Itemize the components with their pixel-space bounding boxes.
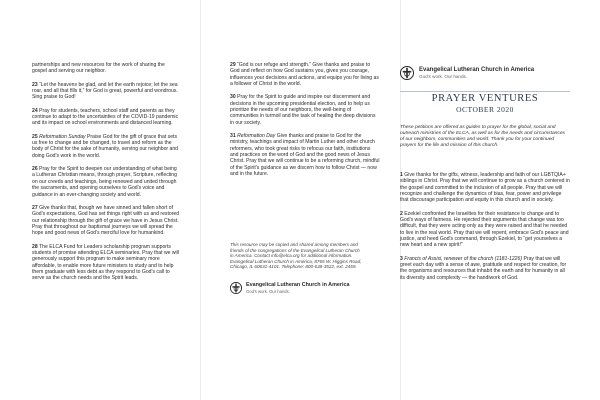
column-3	[400, 172, 570, 288]
prayer-entry-28	[32, 244, 180, 282]
entry-text: Pray for students, teachers, school staff and parents as they continue to adapt to the uncertainties of the COVID-19 pandemic and its impact on school environments and distanced learning.	[32, 107, 179, 127]
entry-number: 29	[230, 62, 236, 68]
column-2	[230, 62, 380, 185]
intro-text: These petitions are offered as guides to prayer for the global, social and outreach ministries of the ELCA, as well as for the needs and circumstances of our neighbors, communities and world. Thank you for your continued prayers for the life and mission of this church.	[400, 125, 566, 149]
entry-text: Give thanks for the gifts, witness, leadership and faith of our LGBTQIA+ siblings in Christ. Pray that we will continue to grow as a church centered in the gospel and committed to the inclusion of all people. Pray that we will recognize and challenge the dynamics of bias, fear, power and privilege that discourage participation and equity in this church and in society.	[400, 172, 570, 204]
entry-text: Pray for the Spirit to guide and inspire our discernment and decisions in the upcoming presidential election, and to help us prioritize the needs of our neighbors, the well-being of communities in turmoil and the task of healing the deep divisions in our society.	[230, 94, 376, 126]
logo-tagline: God's work. Our hands.	[419, 73, 468, 79]
entry-text: Give thanks that, though we have sinned and fallen short of God's expectations, God has set things right with us and restored our relationship through the gift of grace we have in Jesus Christ. Pray that throughout our baptismal journeys we will spread the hope and good news of God's merciful love for humankind.	[32, 204, 180, 237]
entry-number: 2	[400, 210, 403, 217]
page-subtitle: OCTOBER 2020	[456, 105, 514, 114]
elca-cross-logo-icon	[400, 66, 414, 80]
entry-number: 26	[32, 166, 38, 173]
copyright-notice: This resource may be copied and shared among members and friends of the congregations of the Evangelical Lutheran Church in America. Contact info@elca.org for additional information. Evangelical Lutheran Church in America, 8765 W. Higgins Road, Chicago, IL 60631-4101. Telephone: 800-638-3522, ext. 2459.	[230, 242, 362, 270]
prayer-entry-24	[32, 108, 180, 127]
entry-number: 1	[400, 172, 403, 178]
prayer-entry-2	[400, 211, 570, 249]
entry-text: Give thanks and praise to God for the ministry, teachings and impact of Martin Luther and other church reformers, who took great risks to refocus our faith, institutions and practices on the word of God and the good news of Jesus Christ. Pray that we will continue to be a reforming church, mindful of the Spirit's guidance as we discern how to follow Christ — now and in the future.	[230, 133, 380, 178]
column-1	[32, 62, 180, 289]
fold-line-left	[200, 0, 201, 400]
prayer-entry-25	[32, 134, 180, 159]
entry-emphasis: Reformation Sunday	[39, 133, 86, 140]
logo-org-name: Evangelical Lutheran Church in America	[419, 67, 535, 74]
elca-cross-logo-icon	[230, 282, 242, 294]
entry-text: Praise God for the gift of grace that sets us free to change and be changed, to travel and reform as the body of Christ for the sake of humanity, serving our neighbor and doing God's work in the world.	[32, 133, 179, 159]
continuation-text: partnerships and new resources for the work of sharing the gospel and serving our neighbor.	[32, 62, 165, 75]
prayer-entry-29	[230, 62, 380, 87]
prayer-entry-31	[230, 133, 380, 177]
entry-emphasis: Reformation Day	[237, 133, 276, 140]
entry-text: Ezekiel confronted the Israelites for their resistance to change and to God's ways of fairness. He rejected their arguments that change was too difficult, that they were acting only as they were raised and that he needed to live in the real world. Pray that we will repent, embrace God's peace and justice, and heed God's command, through Ezekiel, to “get yourselves a new heart and a new spirit!”	[400, 210, 569, 249]
elca-logo-header	[400, 65, 550, 81]
entry-number: 27	[32, 204, 38, 211]
logo-org-name: Evangelical Lutheran Church in America	[246, 282, 350, 289]
entry-text: Pray that we will greet each day with a sense of awe, gratitude and respect for creation, for the organisms and resources that inhabit the earth and for humanity in all its diversity and complexity — the handiwork of God.	[400, 255, 567, 281]
elca-logo-footer	[230, 281, 360, 295]
entry-text: “Let the heavens be glad, and let the earth rejoice; let the sea roar, and all that fills it,” for God is great, powerful and wondrous. Sing praise to God!	[32, 81, 178, 101]
prayer-entry-27	[32, 205, 180, 237]
entry-number: 28	[32, 243, 38, 250]
prayer-entry-1	[400, 172, 570, 204]
logo-tagline: God's work. Our hands.	[246, 288, 290, 294]
prayer-entry-3	[400, 256, 570, 281]
entry-emphasis: Francis of Assisi, renewer of the church (1181-1226)	[404, 255, 523, 262]
entry-number: 31	[230, 133, 236, 140]
page-title: PRAYER VENTURES	[431, 93, 539, 104]
entry-text: Pray for the Spirit to deepen our understanding of what being a Lutheran Christian means, through prayer, Scripture, reflecting on our creeds and teachings, being renewed and united through the sacraments, and opening ourselves to God's voice and guidance in an ever-changing society and world.	[32, 166, 177, 198]
title-rule	[400, 91, 570, 92]
entry-number: 30	[230, 94, 236, 101]
entry-number: 25	[32, 133, 38, 140]
prayer-entry-30	[230, 94, 380, 126]
prayer-entry-26	[32, 166, 180, 198]
prayer-entry-23	[32, 82, 180, 101]
entry-number: 3	[400, 255, 403, 262]
entry-text: “God is our refuge and strength.” Give thanks and praise to God and reflect on how God sustains you, gives you courage, influences your decisions and actions, and equips you for living as a follower of Christ in the world.	[230, 62, 379, 88]
entry-number: 24	[32, 107, 38, 114]
entry-number: 23	[32, 81, 38, 88]
entry-text: The ELCA Fund for Leaders scholarship program supports students of promise attending ELCA seminaries. Pray that we will generously support this program to make seminary more affordable, to enable more future ministers to study and to help them graduate with less debt as they respond to God's call to serve as the church needs and the Spirit leads.	[32, 243, 179, 282]
